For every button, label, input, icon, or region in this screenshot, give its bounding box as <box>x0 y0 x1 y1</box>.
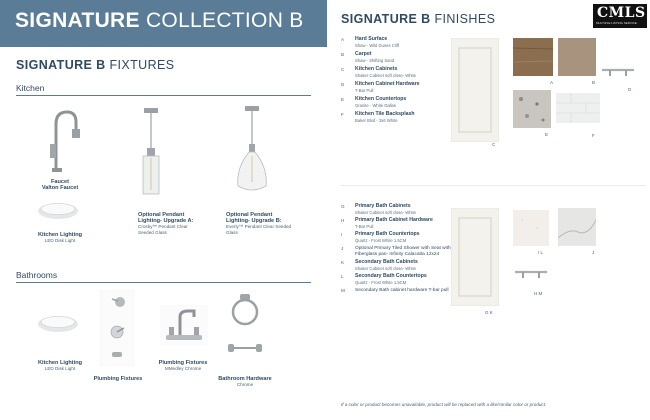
swatch-label-c: C <box>492 142 496 147</box>
finish-item-a: A Hard Surface Shaw - Wild Dunes Cliff <box>341 36 399 48</box>
bathrooms-section-label: Bathrooms <box>16 270 58 280</box>
bath-faucet-image <box>160 305 208 345</box>
bathroom-hardware-image <box>224 292 268 364</box>
swatch-label-gk: G K <box>485 310 493 315</box>
finish-item-d: D Kitchen Cabinet Hardware T-Bar Pull <box>341 81 420 93</box>
bath-cabinet-swatch <box>451 208 499 306</box>
tile-backsplash-swatch <box>556 93 600 123</box>
kitchen-section-label: Kitchen <box>16 83 45 93</box>
faucet-caption: Faucet Valton Faucet <box>41 179 79 191</box>
everly-pendant-image <box>232 104 272 196</box>
finish-item-j: J Optional Primary Tiled Shower with Seat with Fiberglass pan- Infinity Calacatta 12x24 <box>341 246 451 257</box>
footnote: If a color or product becomes unavailable, product will be replaced with a like/similar color or product. <box>341 402 547 407</box>
bathrooms-divider <box>16 282 311 283</box>
calacatta-tile-swatch <box>558 208 596 246</box>
finishes-heading: SIGNATURE B FINISHES <box>341 12 496 26</box>
swatch-label-f: F <box>592 133 595 138</box>
finish-item-h: H Primary Bath Cabinet Hardware T-Bar Pull <box>341 217 433 229</box>
bath-tbar-pull-image <box>513 266 549 280</box>
finish-item-l: L Secondary Bath Countertops Quartz - Frost White 1.5CM <box>341 273 427 285</box>
led-disk-light-image <box>36 199 80 221</box>
kitchen-lighting-caption: Kitchen Lighting LED Disk Light <box>37 232 83 243</box>
finishes-separator <box>340 185 646 186</box>
pendant-upgrade-b-caption: Optional Pendant Lighting- Upgrade B: Everly™ Pendant Clear Seeded Glass <box>226 212 292 235</box>
swatch-label-hm: H M <box>534 291 543 296</box>
hard-surface-wood-swatch <box>513 38 553 76</box>
bath-finishes-list <box>341 204 453 294</box>
finish-item-g: G Primary Bath Cabinets Shaker Cabinet soft close- White <box>341 203 416 215</box>
tbar-pull-image <box>600 64 636 78</box>
plumbing-fixtures-caption-1: Plumbing Fixtures <box>93 376 143 382</box>
finish-item-m: M Secondary Bath cabinet hardware T-bar pull <box>341 288 449 293</box>
swatch-label-j: J <box>592 250 595 255</box>
kitchen-divider <box>16 95 311 96</box>
bath-lighting-caption: Kitchen Lighting LED Disk Light <box>37 360 83 371</box>
crosby-pendant-image <box>137 106 165 196</box>
finish-item-k: K Secondary Bath Cabinets Shaker Cabinet soft close- White <box>341 259 418 271</box>
granite-countertop-swatch <box>513 90 551 128</box>
shower-fixture-image <box>100 290 134 366</box>
finish-item-c: C Kitchen Cabinets Shaker Cabinet soft close- White <box>341 66 416 78</box>
swatch-label-a: A <box>550 80 554 85</box>
finish-item-e: E Kitchen Countertops Granite - White Dallas <box>341 96 407 108</box>
plumbing-fixtures-caption-2: Plumbing Fixtures MMedley Chrome <box>158 360 208 371</box>
faucet-image <box>40 104 82 176</box>
swatch-label-d: D <box>628 87 632 92</box>
quartz-frost-white-swatch <box>513 210 549 246</box>
kitchen-cabinet-swatch <box>451 38 499 142</box>
bath-led-disk-light-image <box>36 312 80 334</box>
finish-item-i: I Primary Bath Countertops Quartz - Frost White 1.5CM <box>341 231 420 243</box>
swatch-label-e: E <box>545 132 549 137</box>
pendant-upgrade-a-caption: Optional Pendant Lighting- Upgrade A: Crosby™ Pendant Clear Seeded Glass <box>138 212 194 235</box>
page-title: SIGNATURE COLLECTION B <box>15 9 304 32</box>
carpet-swatch <box>558 38 596 76</box>
fixtures-heading: SIGNATURE B FIXTURES <box>16 58 175 72</box>
title-band <box>0 0 327 47</box>
cmls-logo: CMLS MULTIPLE LISTING SERVICE <box>593 4 647 28</box>
finish-item-f: F Kitchen Tile Backsplash Baker Blvd - 3x6 White <box>341 111 415 123</box>
kitchen-finishes-list <box>341 37 441 123</box>
swatch-label-b: B <box>592 80 596 85</box>
bathroom-hardware-caption: Bathroom Hardware Chrome <box>218 376 272 387</box>
finish-item-b: B Carpet Shaw - Shifting Sand <box>341 51 395 63</box>
swatch-label-il: I L <box>538 250 544 255</box>
